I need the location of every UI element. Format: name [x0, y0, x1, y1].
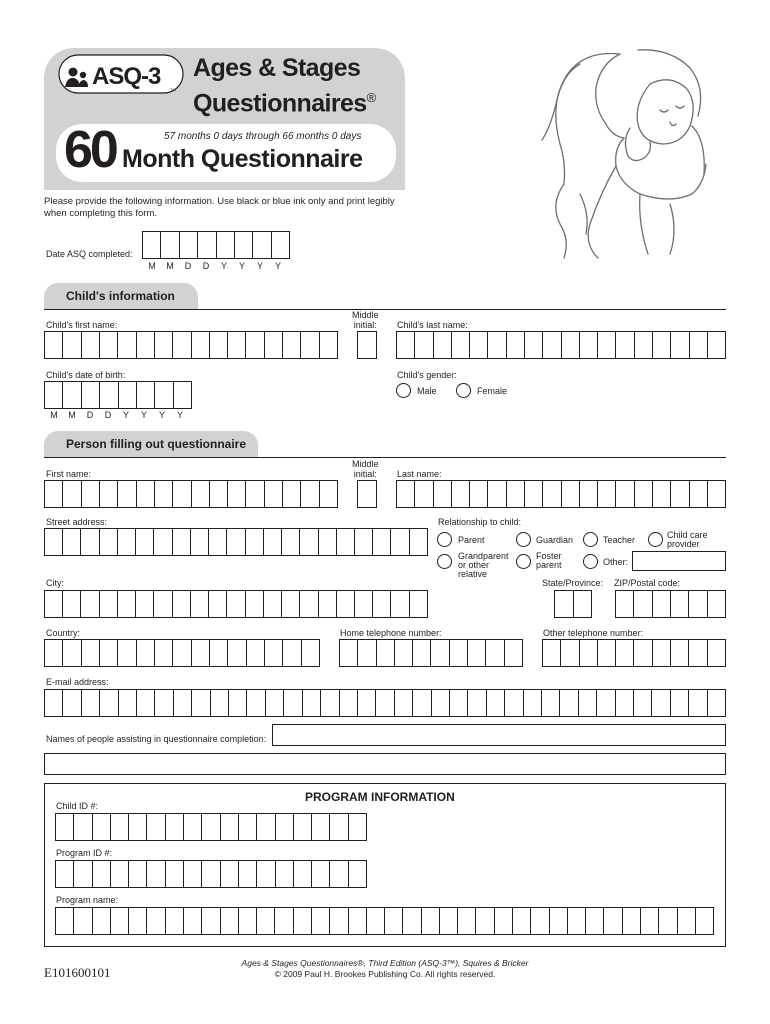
- program-id-label: Program ID #:: [56, 848, 113, 858]
- child-id-label: Child ID #:: [56, 801, 99, 811]
- person-last-name-boxes[interactable]: [396, 480, 726, 508]
- street-address-boxes[interactable]: [44, 528, 428, 556]
- female-label: Female: [477, 386, 508, 396]
- asq3-logo: [58, 54, 184, 94]
- street-address-label: Street address:: [46, 517, 108, 527]
- child-last-name-boxes[interactable]: [396, 331, 726, 359]
- month-title: Month Questionnaire: [122, 145, 363, 173]
- relationship-label: Relationship to child:: [438, 517, 522, 527]
- male-radio[interactable]: [396, 383, 411, 398]
- program-id-boxes[interactable]: [55, 860, 367, 888]
- copyright: Ages & Stages Questionnaires®, Third Edition (ASQ-3™), Squires & Bricker © 2009 Paul H. Brookes Publishing Co. All rights reserved.: [241, 958, 529, 979]
- questionnaire-title: Ages & Stages Questionnaires®: [193, 54, 376, 118]
- program-name-label: Program name:: [56, 895, 119, 905]
- form-code: E101600101: [44, 965, 111, 980]
- relationship-other-input[interactable]: [632, 551, 726, 571]
- relationship-teacher-radio[interactable]: [583, 532, 598, 547]
- person-info-divider: [44, 457, 726, 458]
- female-radio[interactable]: [456, 383, 471, 398]
- assisting-input-2[interactable]: [44, 753, 726, 775]
- child-info-divider: [44, 309, 726, 310]
- country-boxes[interactable]: [44, 639, 320, 667]
- mother-child-illustration: [520, 44, 710, 264]
- person-first-name-label: First name:: [46, 469, 92, 479]
- relationship-foster-radio[interactable]: [516, 554, 531, 569]
- child-dob-boxes[interactable]: [44, 381, 192, 409]
- zip-label: ZIP/Postal code:: [614, 578, 681, 588]
- age-range: 57 months 0 days through 66 months 0 days: [164, 131, 362, 142]
- child-middle-initial-box[interactable]: [357, 331, 377, 359]
- relationship-childcare-label: Child care provider: [667, 530, 708, 549]
- email-label: E-mail address:: [46, 677, 109, 687]
- program-name-boxes[interactable]: [55, 907, 714, 935]
- other-phone-boxes[interactable]: [542, 639, 726, 667]
- city-boxes[interactable]: [44, 590, 428, 618]
- email-boxes[interactable]: [44, 689, 726, 717]
- home-phone-label: Home telephone number:: [340, 628, 442, 638]
- program-info-title: PROGRAM INFORMATION: [305, 790, 455, 804]
- male-label: Male: [417, 386, 437, 396]
- relationship-guardian-label: Guardian: [536, 535, 574, 545]
- home-phone-boxes[interactable]: [339, 639, 523, 667]
- date-completed-format: M M D D Y Y Y Y: [148, 261, 281, 271]
- country-label: Country:: [46, 628, 81, 638]
- svg-text:ASQ-3: ASQ-3: [92, 63, 161, 90]
- instructions: Please provide the following information. Use black or blue ink only and print legibly when completing this form.: [44, 196, 395, 219]
- child-middle-initial-label: Middle initial:: [352, 310, 379, 330]
- relationship-childcare-radio[interactable]: [648, 532, 663, 547]
- child-first-name-label: Child's first name:: [46, 320, 118, 330]
- relationship-grandparent-label: Grandparent or other relative: [458, 551, 509, 579]
- zip-boxes[interactable]: [615, 590, 726, 618]
- relationship-grandparent-radio[interactable]: [437, 554, 452, 569]
- person-first-name-boxes[interactable]: [44, 480, 338, 508]
- date-completed-label: Date ASQ completed:: [46, 249, 133, 259]
- relationship-teacher-label: Teacher: [603, 535, 636, 545]
- assisting-label: Names of people assisting in questionnaire completion:: [46, 734, 267, 744]
- child-id-boxes[interactable]: [55, 813, 367, 841]
- person-middle-initial-label: Middle initial:: [352, 459, 379, 479]
- child-gender-label: Child's gender:: [397, 370, 457, 380]
- svg-text:TM: TM: [170, 87, 176, 92]
- person-last-name-label: Last name:: [397, 469, 442, 479]
- child-first-name-boxes[interactable]: [44, 331, 338, 359]
- relationship-parent-label: Parent: [458, 535, 485, 545]
- month-number: 60: [64, 121, 116, 179]
- person-info-tab: Person filling out questionnaire: [44, 431, 258, 457]
- relationship-parent-radio[interactable]: [437, 532, 452, 547]
- person-middle-initial-box[interactable]: [357, 480, 377, 508]
- city-label: City:: [46, 578, 64, 588]
- relationship-guardian-radio[interactable]: [516, 532, 531, 547]
- relationship-other-label: Other:: [603, 557, 629, 567]
- state-label: State/Province:: [542, 578, 604, 588]
- child-last-name-label: Child's last name:: [397, 320, 468, 330]
- child-info-tab: Child's information: [44, 283, 198, 309]
- child-dob-format: M M D D Y Y Y Y: [50, 410, 183, 420]
- date-completed-boxes[interactable]: [142, 231, 290, 259]
- other-phone-label: Other telephone number:: [543, 628, 644, 638]
- relationship-other-radio[interactable]: [583, 554, 598, 569]
- assisting-input-1[interactable]: [272, 724, 726, 746]
- relationship-foster-label: Foster parent: [536, 551, 562, 570]
- child-dob-label: Child's date of birth:: [46, 370, 126, 380]
- state-boxes[interactable]: [554, 590, 592, 618]
